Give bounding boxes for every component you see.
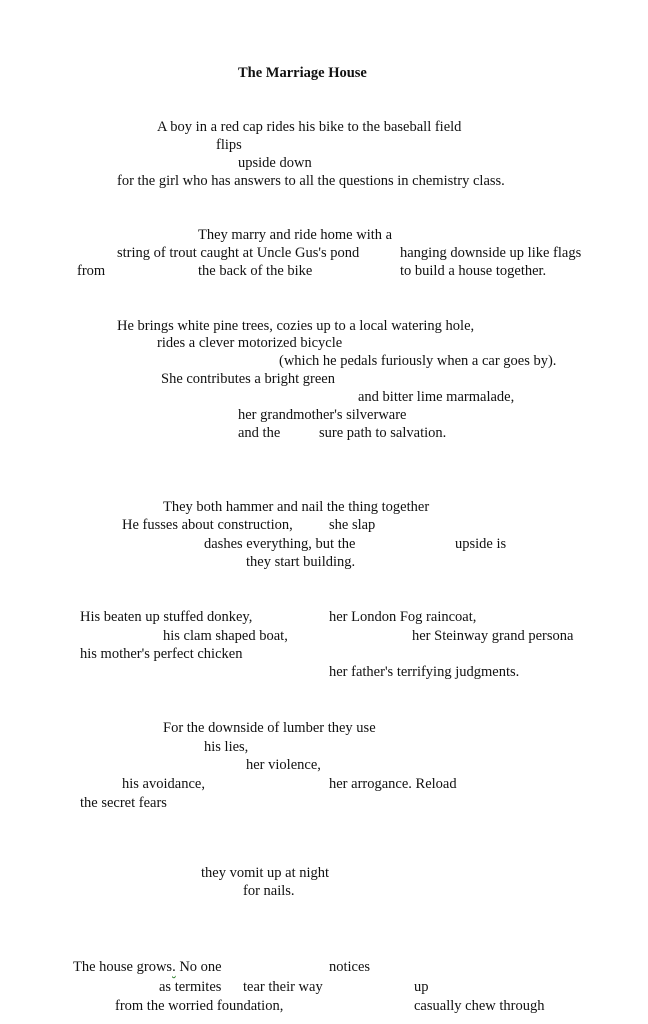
poem-line: the secret fears [80,795,167,811]
poem-line: dashes everything, but the [204,536,356,552]
poem-line: hanging downside up like flags [400,245,582,261]
poem-line: her father's terrifying judgments. [329,664,520,680]
poem-line: his avoidance, [122,776,205,792]
poem-line: from the worried foundation, [115,998,284,1014]
poem-line: she slap [329,517,376,533]
poem-line: they start building. [246,554,356,570]
poem-line: He brings white pine trees, cozies up to a local watering hole, [117,318,475,334]
poem-line: the back of the bike [198,263,313,279]
poem-line: and the [238,425,281,441]
poem-line: casually chew through [414,998,545,1014]
poem-line: She contributes a bright green [161,371,335,387]
poem-line: upside down [238,155,312,171]
poem-line: for nails. [243,883,295,899]
poem-line: to build a house together. [400,263,547,279]
poem-line: flips [216,137,242,153]
poem-line: his lies, [204,739,249,755]
poem-line-part: The house grows [73,959,173,975]
poem-line: rides a clever motorized bicycle [157,335,343,351]
poem-line: For the downside of lumber they use [163,720,376,736]
poem-line: her grandmother's silverware [238,407,407,423]
poem-line: and bitter lime marmalade, [358,389,515,405]
poem-line: her violence, [246,757,321,773]
poem-line: string of trout caught at Uncle Gus's pond [117,245,360,261]
poem-line: his clam shaped boat, [163,628,288,644]
poem-line: tear their way [243,979,323,995]
poem-line [73,958,222,976]
poem-title: The Marriage House [238,65,367,81]
poem-line: A boy in a red cap rides his bike to the baseball field [157,119,462,135]
poem-line: from [77,263,106,279]
poem-line: (which he pedals furiously when a car goes by). [279,353,557,369]
poem-line: her London Fog raincoat, [329,609,477,625]
poem-line: they vomit up at night [201,865,330,881]
poem-line: upside is [455,536,507,552]
poem-line: They marry and ride home with a [198,227,393,243]
poem-line: They both hammer and nail the thing together [163,499,430,515]
poem-line: up [414,979,429,995]
poem-line: notices [329,959,371,975]
poem-line: his mother's perfect chicken [80,646,243,662]
poem-line: for the girl who has answers to all the questions in chemistry class. [117,173,505,189]
poem-line: as termites [159,979,222,995]
poem-line: His beaten up stuffed donkey, [80,609,253,625]
poem-line: her arrogance. Reload [329,776,457,792]
poem-line: sure path to salvation. [319,425,447,441]
poem-line-part: No one [175,959,222,975]
grammar-squiggle: . [172,959,176,975]
poem-line: He fusses about construction, [122,517,293,533]
poem-line: her Steinway grand persona [412,628,574,644]
